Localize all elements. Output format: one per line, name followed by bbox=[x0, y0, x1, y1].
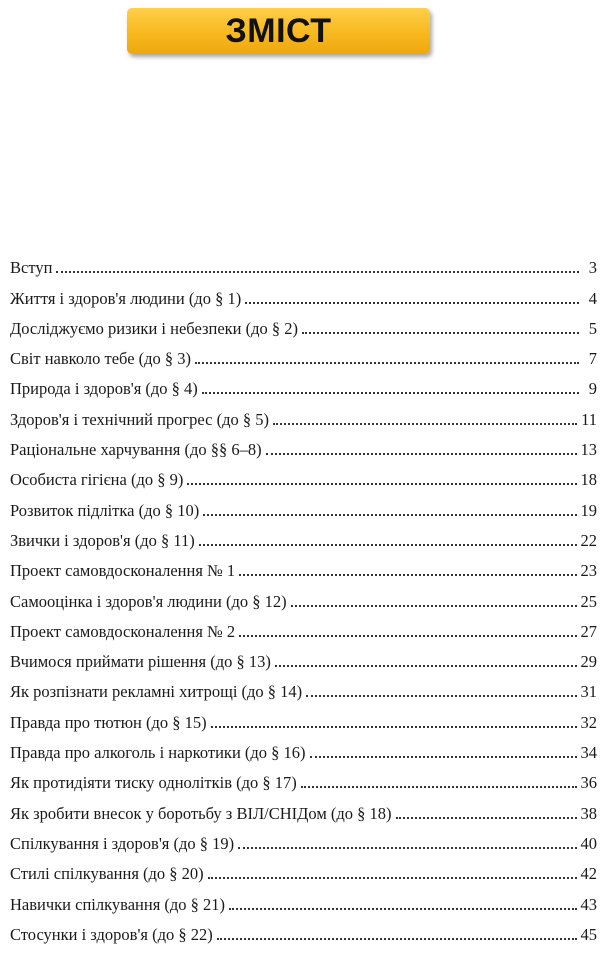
toc-entry-page-number: 3 bbox=[588, 258, 597, 278]
dot-leader bbox=[229, 906, 576, 910]
toc-entry-page-number: 13 bbox=[580, 440, 597, 460]
dot-leader bbox=[245, 300, 579, 304]
toc-entry-title: Стилі спілкування (до § 20) bbox=[10, 864, 204, 884]
toc-entry-title: Розвиток підлітка (до § 10) bbox=[10, 500, 200, 520]
page-title: ЗМІСТ bbox=[225, 11, 332, 50]
dot-leader bbox=[291, 603, 577, 607]
dot-leader bbox=[266, 451, 577, 455]
dot-leader bbox=[208, 875, 577, 879]
dot-leader bbox=[239, 572, 576, 576]
toc-entry[interactable] bbox=[10, 642, 597, 672]
dot-leader bbox=[217, 936, 577, 940]
toc-entry-page-number: 36 bbox=[580, 773, 597, 793]
dot-leader bbox=[195, 360, 579, 364]
toc-entry[interactable] bbox=[10, 854, 597, 884]
toc-entry[interactable] bbox=[10, 339, 597, 369]
dot-leader bbox=[310, 754, 577, 758]
toc-entry-page-number: 4 bbox=[588, 288, 597, 308]
toc-entry[interactable] bbox=[10, 793, 597, 823]
toc-entry-title: Самооцінка і здоров'я людини (до § 12) bbox=[10, 591, 287, 611]
toc-entry-title: Правда про алкоголь і наркотики (до § 16) bbox=[10, 743, 306, 763]
toc-entry-page-number: 27 bbox=[580, 621, 597, 641]
toc-entry-page-number: 7 bbox=[588, 349, 597, 369]
toc-entry[interactable] bbox=[10, 490, 597, 520]
toc-entry-title: Спілкування і здоров'я (до § 19) bbox=[10, 833, 235, 853]
toc-entry-title: Особиста гігієна (до § 9) bbox=[10, 470, 184, 490]
toc-entry-title: Навички спілкування (до § 21) bbox=[10, 894, 226, 914]
toc-entry[interactable] bbox=[10, 309, 597, 339]
toc-entry[interactable] bbox=[10, 733, 597, 763]
toc-entry-title: Проект самовдосконалення № 1 bbox=[10, 561, 236, 581]
dot-leader bbox=[211, 724, 577, 728]
toc-entry[interactable] bbox=[10, 612, 597, 642]
toc-entry-title: Проект самовдосконалення № 2 bbox=[10, 621, 236, 641]
toc-entry[interactable] bbox=[10, 915, 597, 945]
dot-leader bbox=[306, 693, 576, 697]
toc-entry[interactable] bbox=[10, 551, 597, 581]
toc-entry-title: Природа і здоров'я (до § 4) bbox=[10, 379, 198, 399]
toc-entry-page-number: 42 bbox=[580, 864, 597, 884]
toc-entry-title: Досліджуємо ризики і небезпеки (до § 2) bbox=[10, 318, 298, 338]
toc-entry-page-number: 45 bbox=[580, 924, 597, 944]
toc-entry-page-number: 19 bbox=[580, 500, 597, 520]
toc-entry[interactable] bbox=[10, 884, 597, 914]
toc-entry-title: Правда про тютюн (до § 15) bbox=[10, 712, 207, 732]
dot-leader bbox=[199, 542, 577, 546]
toc-entry-page-number: 5 bbox=[588, 318, 597, 338]
toc-entry-title: Життя і здоров'я людини (до § 1) bbox=[10, 288, 242, 308]
toc-entry[interactable] bbox=[10, 430, 597, 460]
toc-entry-page-number: 40 bbox=[580, 833, 597, 853]
toc-entry[interactable] bbox=[10, 369, 597, 399]
toc-entry-title: Раціональне харчування (до §§ 6–8) bbox=[10, 440, 262, 460]
toc-entry-page-number: 18 bbox=[580, 470, 597, 490]
dot-leader bbox=[202, 390, 579, 394]
toc-entry[interactable] bbox=[10, 702, 597, 732]
toc-entry-page-number: 11 bbox=[581, 409, 597, 429]
toc-entry-title: Як розпізнати рекламні хитрощі (до § 14) bbox=[10, 682, 303, 702]
dot-leader bbox=[238, 845, 576, 849]
toc-entry-page-number: 23 bbox=[580, 561, 597, 581]
toc-entry-page-number: 43 bbox=[580, 894, 597, 914]
table-of-contents bbox=[10, 248, 597, 945]
toc-entry-title: Світ навколо тебе (до § 3) bbox=[10, 349, 192, 369]
toc-entry-page-number: 38 bbox=[580, 803, 597, 823]
toc-entry-page-number: 32 bbox=[580, 712, 597, 732]
toc-entry-title: Здоров'я і технічний прогрес (до § 5) bbox=[10, 409, 269, 429]
toc-entry-title: Вступ bbox=[10, 258, 53, 278]
toc-entry[interactable] bbox=[10, 399, 597, 429]
toc-entry[interactable] bbox=[10, 581, 597, 611]
dot-leader bbox=[302, 330, 579, 334]
toc-entry[interactable] bbox=[10, 278, 597, 308]
toc-entry-title: Вчимося приймати рішення (до § 13) bbox=[10, 652, 271, 672]
toc-entry-page-number: 31 bbox=[580, 682, 597, 702]
toc-entry-page-number: 25 bbox=[580, 591, 597, 611]
toc-entry[interactable] bbox=[10, 521, 597, 551]
toc-entry-page-number: 29 bbox=[580, 652, 597, 672]
toc-entry[interactable] bbox=[10, 672, 597, 702]
dot-leader bbox=[239, 633, 576, 637]
toc-entry[interactable] bbox=[10, 248, 597, 278]
dot-leader bbox=[275, 663, 577, 667]
dot-leader bbox=[56, 269, 579, 273]
toc-entry-page-number: 9 bbox=[588, 379, 597, 399]
title-banner bbox=[127, 8, 430, 54]
toc-entry-title: Як протидіяти тиску однолітків (до § 17) bbox=[10, 773, 297, 793]
dot-leader bbox=[273, 421, 577, 425]
toc-entry-page-number: 22 bbox=[580, 530, 597, 550]
toc-entry-title: Стосунки і здоров'я (до § 22) bbox=[10, 924, 213, 944]
dot-leader bbox=[187, 481, 576, 485]
toc-entry[interactable] bbox=[10, 763, 597, 793]
dot-leader bbox=[301, 784, 577, 788]
toc-entry[interactable] bbox=[10, 460, 597, 490]
dot-leader bbox=[396, 815, 577, 819]
toc-entry-title: Як зробити внесок у боротьбу з ВІЛ/СНІДом (до § 18) bbox=[10, 803, 392, 823]
toc-entry-page-number: 34 bbox=[580, 743, 597, 763]
toc-entry-title: Звички і здоров'я (до § 11) bbox=[10, 530, 195, 550]
toc-entry[interactable] bbox=[10, 824, 597, 854]
dot-leader bbox=[203, 512, 576, 516]
